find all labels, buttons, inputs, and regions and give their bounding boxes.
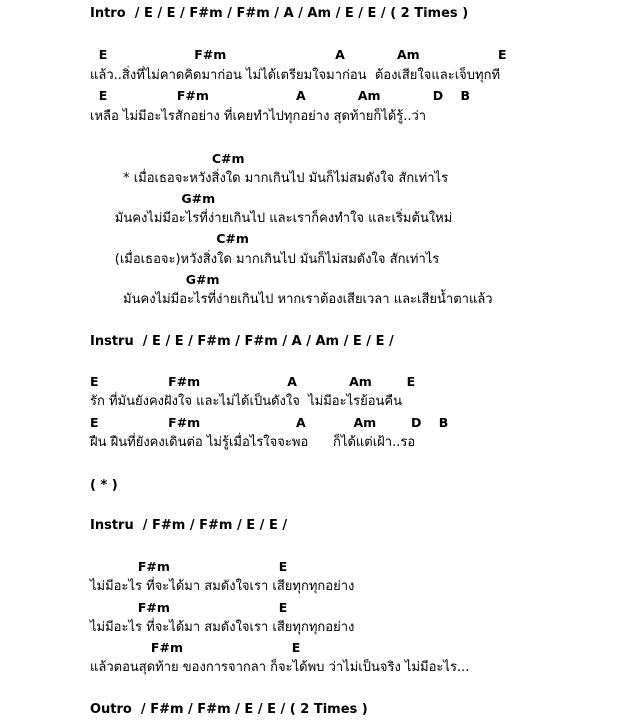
line-0: Intro / E / E / F#m / F#m / A / Am / E / E / ( 2 Times ) [90, 6, 469, 21]
line-17: ฝืน ฝืนที่ยังคงเดินต่อ ไม่รู้เมื่อไรใจจะพอ ก็ได้แต่เฝ้า..รอ [90, 435, 416, 450]
line-21: ไม่มีอะไร ที่จะได้มา สมดังใจเรา เสียทุกทุกอย่าง [90, 579, 355, 594]
line-13: Instru / E / E / F#m / F#m / A / Am / E / E / [90, 334, 394, 349]
line-10: (เมื่อเธอจะ)หวังสิ่งใด มากเกินไป มันก็ไม่สมดังใจ สักเท่าไร [90, 252, 440, 267]
line-11: G#m [90, 272, 220, 287]
line-25: แล้วตอนสุดท้าย ของการจากลา ก็จะได้พบ ว่าไม่เป็นจริง ไม่มีอะไร... [90, 660, 470, 675]
line-3: E F#m A Am D B [90, 88, 471, 103]
line-6: * เมื่อเธอจะหวังสิ่งใด มากเกินไป มันก็ไม่สมดังใจ สักเท่าไร [90, 171, 449, 186]
line-23: ไม่มีอะไร ที่จะได้มา สมดังใจเรา เสียทุกทุกอย่าง [90, 620, 355, 635]
line-7: G#m [90, 191, 216, 206]
line-8: มันคงไม่มีอะไรที่ง่ายเกินไป และเราก็คงทำใจ และเริ่มต้นใหม่ [90, 211, 453, 226]
line-19: Instru / F#m / F#m / E / E / [90, 518, 288, 533]
line-15: รัก ที่มันยังคงฝังใจ และไม่ได้เป็นดังใจ ไม่มีอะไรย้อนคืน [90, 394, 402, 409]
line-26: Outro / F#m / F#m / E / E / ( 2 Times ) [90, 702, 368, 717]
line-5: C#m [90, 151, 245, 166]
line-2: แล้ว..สิ่งที่ไม่คาดคิดมาก่อน ไม่ได้เตรียมใจมาก่อน ต้องเสียใจและเจ็บทุกที [90, 68, 501, 83]
line-16: E F#m A Am D B [90, 415, 449, 430]
line-1: E F#m A Am E [90, 47, 507, 62]
line-20: F#m E [90, 559, 288, 574]
line-4: เหลือ ไม่มีอะไรสักอย่าง ที่เคยทำไปทุกอย่าง สุดท้ายก็ได้รู้..ว่า [90, 109, 427, 124]
line-9: C#m [90, 231, 249, 246]
line-22: F#m E [90, 600, 288, 615]
line-18: ( * ) [90, 478, 118, 493]
line-24: F#m E [90, 640, 301, 655]
line-12: มันคงไม่มีอะไรที่ง่ายเกินไป หากเราต้องเสียเวลา และเสียน้ำตาแล้ว [90, 292, 493, 307]
line-14: E F#m A Am E [90, 374, 416, 389]
